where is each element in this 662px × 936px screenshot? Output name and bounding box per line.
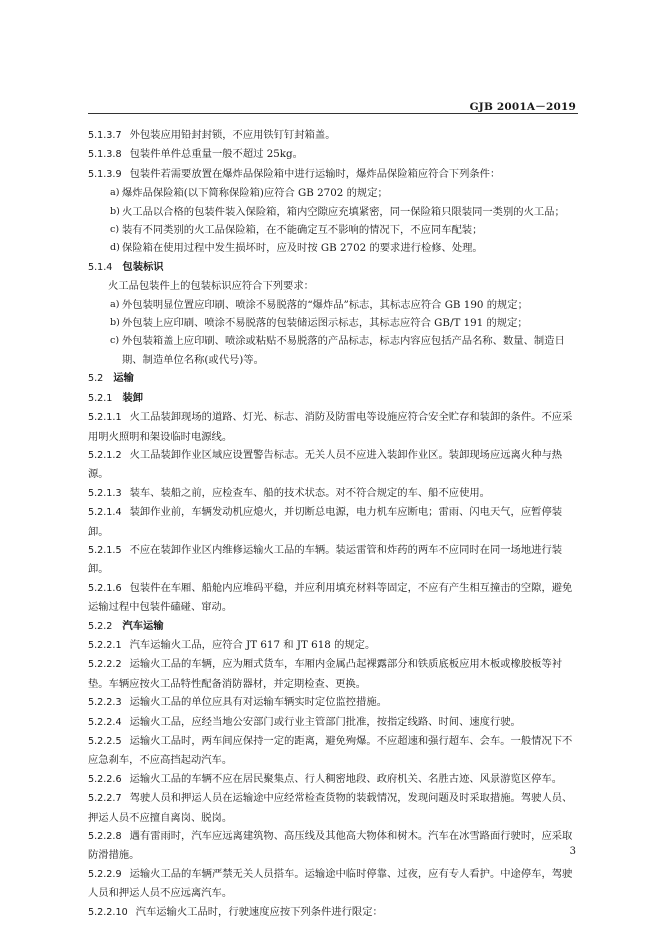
clause-text: 外包装应用铅封封锁，不应用铁钉钉封箱盖。 <box>129 129 336 141</box>
list-item-text: 爆炸品保险箱(以下简称保险箱)应符合 GB 2702 的规定； <box>122 187 388 200</box>
list-item-label: d) <box>110 242 120 254</box>
clause-number: 5.2.2.9 <box>88 868 122 880</box>
heading-text: 运输 <box>113 372 134 385</box>
list-item-label: a) <box>110 298 120 310</box>
clause-text: 运输火工品的单位应具有对运输车辆实时定位监控措施。 <box>129 696 387 709</box>
list-item <box>88 332 580 369</box>
clause-paragraph <box>88 789 580 827</box>
clause-number: 5.2.2.5 <box>88 736 122 747</box>
clause-paragraph <box>88 165 580 184</box>
heading-text: 汽车运输 <box>122 619 164 632</box>
clause-text: 运输火工品的车辆不应在居民聚集点、行人稠密地段、政府机关、名胜古迹、风景游览区停车。 <box>129 772 563 785</box>
clause-paragraph <box>88 503 580 541</box>
clause-number: 5.2.1 <box>88 392 113 404</box>
clause-number: 5.1.3.8 <box>88 149 122 161</box>
clause-number: 5.1.4 <box>88 261 113 273</box>
list-item <box>88 314 580 332</box>
list-item-label: c) <box>110 224 120 236</box>
clause-number: 5.2.1.1 <box>88 412 122 424</box>
list-item-label: a) <box>110 187 120 199</box>
list-item <box>88 184 580 202</box>
clause-paragraph <box>88 446 580 484</box>
clause-number: 5.2 <box>88 373 104 385</box>
clause-number: 5.1.3.9 <box>88 168 122 180</box>
list-item-text: 保险箱在使用过程中发生损坏时，应及时按 GB 2702 的要求进行检修、处理。 <box>122 242 483 255</box>
clause-text: 汽车运输火工品，应符合 JT 617 和 JT 618 的规定。 <box>129 638 376 651</box>
heading-text: 包装标识 <box>122 260 164 273</box>
clause-text: 包装件单件总重量一般不超过 25kg。 <box>129 148 303 161</box>
clause-paragraph <box>88 693 580 712</box>
clause-number: 5.2.1.6 <box>88 582 122 594</box>
clause-paragraph <box>88 408 580 446</box>
list-item-text: 外包装箱盖上应印刷、喷涂或粘贴不易脱落的产品标志，标志内容应包括产品名称、数量、制造日期、制造单位名称(或代号)等。 <box>122 335 565 366</box>
clause-text: 装卸作业前，车辆发动机应熄火，并切断总电源，电力机车应断电；雷雨、闪电天气，应暂停装卸。 <box>88 506 563 538</box>
list-item-text: 外包装上应印刷、喷涂不易脱落的包装储运图示标志，其标志应符合 GB/T 191 的规定； <box>122 317 528 330</box>
heading-text: 装卸 <box>122 391 144 404</box>
clause-text: 包装件在车厢、船舱内应堆码平稳，并应利用填充材料等固定，不应有产生相互撞击的空隙，避免运输过程中包装件磕碰、窜动。 <box>88 581 573 614</box>
clause-number: 5.2.2.2 <box>88 659 122 671</box>
list-item <box>88 203 580 221</box>
header-rule <box>88 113 578 114</box>
clause-text: 火工品装卸现场的道路、灯光、标志、消防及防雷电等设施应符合安全贮存和装卸的条件。不应采用明火照明和架设临时电源线。 <box>88 411 573 443</box>
clause-number: 5.2.1.2 <box>88 449 122 461</box>
intro-paragraph: 火工品包装件上的包装标识应符合下列要求： <box>108 280 314 293</box>
section-heading <box>88 258 580 277</box>
clause-number: 5.2.2 <box>88 620 113 632</box>
page-number: 3 <box>569 846 576 857</box>
clause-text: 汽车运输火工品时，行驶速度应按下列条件进行限定： <box>135 905 383 918</box>
clause-paragraph <box>88 484 580 503</box>
clause-number: 5.2.2.7 <box>88 793 122 805</box>
clause-paragraph <box>88 732 580 770</box>
clause-paragraph <box>88 865 580 903</box>
clause-number: 5.2.2.4 <box>88 716 122 728</box>
list-item-label: b) <box>110 317 120 329</box>
clause-paragraph <box>88 770 580 789</box>
clause-text: 运输火工品的车辆严禁无关人员搭车。运输途中临时停靠、过夜，应有专人看护。中途停车，驾驶人员和押运人员不应远离汽车。 <box>88 867 573 900</box>
section-heading <box>88 617 580 636</box>
standard-code: GJB 2001A－2019 <box>469 101 576 113</box>
clause-text: 遇有雷雨时，汽车应远离建筑物、高压线及其他高大物体和树木。汽车在冰雪路面行驶时，应采取防滑措施。 <box>88 830 573 862</box>
list-item-text: 火工品以合格的包装件装入保险箱，箱内空隙应充填紧密，同一保险箱只限装同一类别的火工品； <box>122 205 565 218</box>
clause-paragraph <box>88 579 580 617</box>
clause-number: 5.2.2.3 <box>88 697 122 709</box>
list-item <box>88 296 580 314</box>
list-item <box>88 239 580 257</box>
clause-text: 运输火工品的车辆，应为厢式货车，车厢内金属凸起裸露部分和铁质底板应用木板或橡胶板等衬垫。车辆应按火工品特性配备消防器材，并定期检查、更换。 <box>88 658 563 690</box>
clause-number: 5.2.1.3 <box>88 487 122 499</box>
clause-text: 驾驶人员和押运人员在运输途中应经常检查货物的装载情况，发现问题及时采取措施。驾驶人员、押运人员不应擅自离岗、脱岗。 <box>88 792 573 824</box>
list-item-label: c) <box>110 335 120 347</box>
document-body <box>88 126 580 922</box>
list-item-label: b) <box>110 205 120 217</box>
clause-number: 5.2.2.6 <box>88 773 122 785</box>
clause-text: 运输火工品时，两车间应保持一定的距离，避免殉爆。不应超速和强行超车、会车。一般情况下不应急刹车，不应高挡起动汽车。 <box>88 735 573 767</box>
clause-text: 不应在装卸作业区内维修运输火工品的车辆。装运雷管和炸药的两车不应同时在同一场地进行装卸。 <box>88 543 563 576</box>
clause-number: 5.2.2.8 <box>88 831 122 843</box>
clause-paragraph <box>88 636 580 655</box>
section-heading <box>88 389 580 408</box>
clause-number: 5.2.1.4 <box>88 507 122 519</box>
list-item-text: 外包装明显位置应印刷、喷涂不易脱落的“爆炸品”标志，其标志应符合 GB 190 的规定； <box>122 298 528 311</box>
clause-number: 5.1.3.7 <box>88 130 122 141</box>
clause-number: 5.2.2.10 <box>88 906 128 918</box>
clause-paragraph <box>88 827 580 865</box>
list-item <box>88 221 580 239</box>
clause-paragraph <box>88 541 580 579</box>
clause-paragraph <box>88 145 580 164</box>
clause-text: 火工品装卸作业区域应设置警告标志。无关人员不应进入装卸作业区。装卸现场应远离火种与热源。 <box>88 448 563 481</box>
list-item-text: 装有不同类别的火工品保险箱，在不能确定互不影响的情况下，不应同车配装； <box>122 224 483 237</box>
clause-number: 5.2.1.5 <box>88 544 122 556</box>
section-heading <box>88 369 580 388</box>
clause-paragraph <box>88 655 580 693</box>
clause-number: 5.2.2.1 <box>88 639 122 651</box>
clause-text: 运输火工品，应经当地公安部门或行业主管部门批准，按指定线路、时间、速度行驶。 <box>129 715 521 728</box>
clause-text: 装车、装船之前，应检查车、船的技术状态。对不符合规定的车、船不应使用。 <box>129 486 490 499</box>
clause-paragraph <box>88 903 580 922</box>
clause-paragraph <box>88 713 580 732</box>
clause-paragraph <box>88 126 580 145</box>
clause-text: 包装件若需要放置在爆炸品保险箱中进行运输时，爆炸品保险箱应符合下列条件： <box>129 167 501 180</box>
